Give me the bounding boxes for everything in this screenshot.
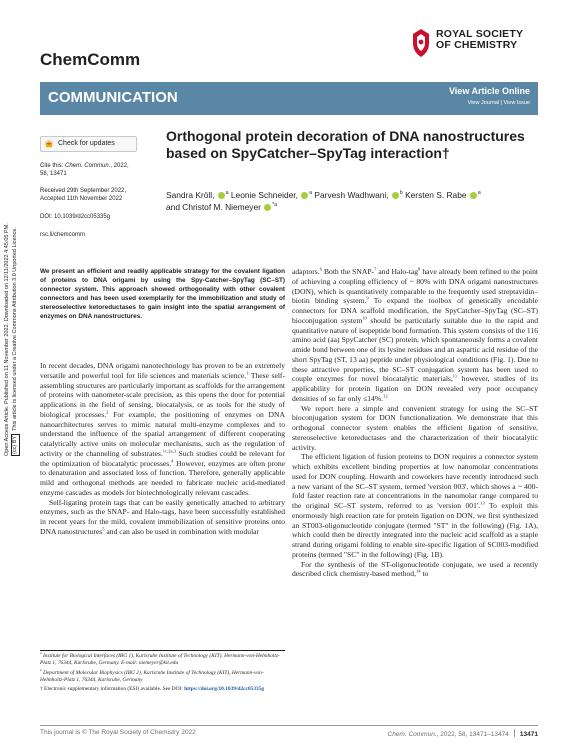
footnote-marker: a xyxy=(40,651,42,656)
footer-divider xyxy=(40,725,538,726)
journal-name: ChemComm xyxy=(40,50,141,69)
paragraph xyxy=(40,498,285,537)
reference[interactable]: 13 xyxy=(480,500,485,506)
footer-journal: Chem. Commun. xyxy=(387,731,437,738)
orcid-icon[interactable] xyxy=(264,204,271,211)
text: The efficient ligation of fusion proteins to DON requires a connector system which exhibits excellent binding properties at low nanomolar concentrations used for DON coupling. Howarth and coworkers have recently introduced such a new variant of the SC–ST system, termed 'version 003', which shows a ~ 400-fold faster reaction rate at concentrations in the nanomolar range compared to the original SC–ST system, referred to as 'version 001'. xyxy=(292,452,538,510)
paragraph xyxy=(292,404,538,453)
reference[interactable]: 9 xyxy=(366,295,369,301)
text: To exploit this enormously high reaction rate for protein ligation on DON, we first synthesized an ST003-oligonucleotide conjugate (termed "ST" in the following) (Fig. 1A), which could then be directly integrated into the nucleic acid scaffold as a staple strand during origami folding to enable site-specific ligation of SC003-modified proteins (termed "SC" in the following) (Fig. 1B). xyxy=(292,501,538,559)
text: Self-ligating protein tags that can be easily genetically attached to arbitrary enzymes, such as the SNAP- and Halo-tags, have been successfully established in recent years for the mild, covalent immobilization of sensitive proteins onto DNA nanostructures xyxy=(40,497,285,536)
reference[interactable]: 4 xyxy=(171,457,174,463)
author-affiliation: a xyxy=(477,190,481,197)
rsc-logo-line2: OF CHEMISTRY xyxy=(436,39,518,51)
text: should be particularly suitable due to the rapid and quantitative nature of isopeptide bond formation. This system consists of the 116 amino acid (aa) SpyCatcher (SC) protein, which spontaneously forms a covalent amide bond between one of its lysine residues and an aspartic acid residue of the short SpyTag (ST, 13 aa) peptide under physiological conditions (Fig. 1). Due to these attractive properties, the SC–ST conjugation system has been used to couple enzymes for novel biocatalytic materials, xyxy=(292,315,538,384)
author-name: Parvesh Wadhwani, xyxy=(314,190,389,200)
footnotes xyxy=(40,653,285,695)
reference[interactable]: 7 xyxy=(374,266,377,272)
doi[interactable]: DOI: 10.1039/d2cc05335g xyxy=(40,214,111,220)
section-bar xyxy=(40,82,538,115)
text: have already been refined to the point of achieving a coupling efficiency of ~ 80% with DNA origami nanostructures (DON), which is quantitatively comparable to the frequently used streptavidin–biotin binding system. xyxy=(292,267,539,306)
paragraph xyxy=(292,267,538,404)
text: and can also be used in combination with modular xyxy=(104,526,260,536)
reference[interactable]: 2 xyxy=(106,409,109,415)
cite-year: , 2022, xyxy=(110,163,129,169)
text: Such studies could be relevant for the optimization of biocatalytic processes. xyxy=(40,448,285,468)
orcid-icon[interactable] xyxy=(218,192,225,199)
footer-separator xyxy=(514,729,515,737)
reference[interactable]: 6 xyxy=(319,266,322,272)
open-access-sidebar xyxy=(4,96,20,456)
footnote-affiliation-b xyxy=(40,667,285,685)
body-column-right xyxy=(292,267,538,579)
received-date: Received 29th September 2022, xyxy=(40,188,127,194)
licence-link[interactable]: Creative Commons Attribution 3.0 Unported Licence. xyxy=(12,227,18,356)
author-name: Leonie Schneider, xyxy=(230,190,298,200)
author-affiliation: a xyxy=(225,190,229,197)
author-affiliation: *a xyxy=(272,201,278,208)
text: We report here a simple and convenient strategy for using the SC–ST bioconjugation system for DON functionalization. We demonstrate that this orthogonal connector system enables the efficient ligation of sensitive, stereoselective ketoreductases and the characterization of their biocatalytic activity. xyxy=(292,403,538,452)
section-label: COMMUNICATION xyxy=(48,89,178,106)
cite-label: Cite this: xyxy=(40,163,66,169)
footnote-affiliation-a xyxy=(40,653,285,668)
reference[interactable]: 10 xyxy=(362,315,367,321)
cite-journal: Chem. Commun. xyxy=(65,163,111,169)
view-journal-issue-links[interactable]: View Journal | View Issue xyxy=(467,100,530,106)
text: For the synthesis of the ST-oligonucleotide conjugate, we used a recently described click chemistry-based method, xyxy=(292,559,538,579)
orcid-icon[interactable] xyxy=(392,192,399,199)
dates-block xyxy=(40,187,158,203)
text: However, enzymes are often prone to denaturation and associated loss of function. Therefore, generally applicable mild and orthogonal methods are needed to fabricate nucleic acid-mediated enzyme cascades as models for biotechnologically relevant cascades. xyxy=(40,458,285,497)
reference[interactable]: 14 xyxy=(416,568,421,574)
text: and Halo-tag xyxy=(376,267,419,276)
reference[interactable]: 8 xyxy=(418,266,421,272)
footer-details: , 2022, 58, 13471–13474 xyxy=(436,731,509,738)
article-title: Orthogonal protein decoration of DNA nanostructures based on SpyCatcher–SpyTag interaction† xyxy=(166,128,525,161)
check-updates-icon xyxy=(44,139,54,149)
footer-copyright: This journal is © The Royal Society of Chemistry 2022 xyxy=(40,729,196,736)
orcid-icon[interactable] xyxy=(470,192,477,199)
text: These self-assembling structures are particularly important as scaffolds for the arrangement of proteins with nanometer-scale precision, as this opens the door for potential applications in the field of sensing, biocatalysis, or as tools for the study of biological processes. xyxy=(40,370,285,419)
page-number: 13471 xyxy=(519,731,538,738)
reference[interactable]: 1c,2a,3 xyxy=(162,448,176,454)
text: To expand the toolbox of genetically encodable connectors for DNA scaffold modification, the SpyCatcher–SpyTag (SC–ST) bioconjugation system xyxy=(292,296,538,325)
licence-prefix: This article is licensed under a xyxy=(12,355,18,431)
footnote-marker: b xyxy=(40,667,42,672)
paragraph xyxy=(292,452,538,559)
paragraph xyxy=(292,560,538,580)
text: In recent decades, DNA origami nanotechnology has proven to be an extremely versatile and powerful tool for life sciences and materials science. xyxy=(40,361,285,380)
footnote-divider xyxy=(40,650,285,651)
footnote-esi xyxy=(40,686,285,693)
esi-doi-link[interactable]: https://doi.org/10.1039/d2cc05335g xyxy=(184,686,265,693)
text: For example, the positioning of enzymes on DNA nanoarchitectures serves to mimic natural multi-enzyme complexes and to understand the influence of the spatial arrangement of different cooperating catalytically active units on molecular mechanisms, such as the regulation of activity or the channeling of substrates. xyxy=(40,409,286,458)
text: to xyxy=(420,569,429,579)
footnote-text: Department of Molecular Biophysics (IBG 2), Karlsruhe Institute of Technology (KIT), Hermann-von-Helmholtz-Platz 1, 76344, Karlsruhe, Germany xyxy=(40,669,264,683)
journal-website[interactable]: rsc.li/chemcomm xyxy=(40,232,86,238)
footnote-text: † Electronic supplementary information (ESI) available. See DOI: xyxy=(40,686,185,693)
text: Both the SNAP- xyxy=(321,267,375,276)
accepted-date: Accepted 11th November 2022 xyxy=(40,196,123,202)
reference[interactable]: 12 xyxy=(383,393,388,399)
rsc-emblem-icon xyxy=(410,28,432,58)
check-for-updates-label: Check for updates xyxy=(58,139,115,147)
orcid-icon[interactable] xyxy=(301,192,308,199)
body-column-left xyxy=(40,361,285,537)
reference[interactable]: 11 xyxy=(452,373,458,379)
text: however, studies of its applicability for protein ligation on DON revealed very poor occupancy densities of so far only ≤14%. xyxy=(292,374,538,403)
cite-block xyxy=(40,162,158,178)
footnote-text: Institute for Biological Interfaces (IBG 1), Karlsruhe Institute of Technology (KIT), Hermann-von-Helmholtz-Platz 1, 76344, Karlsruhe, Germany. E-mail: niemeyer@kit.edu xyxy=(40,653,280,667)
view-article-online-link[interactable]: View Article Online xyxy=(448,86,530,96)
cc-badge: (cc) BY xyxy=(12,435,18,454)
paragraph xyxy=(40,361,285,498)
author-list xyxy=(166,190,541,213)
author-name: Sandra Kröll, xyxy=(166,190,215,200)
author-name: Kersten S. Rabe xyxy=(405,190,467,200)
text: adaptors. xyxy=(292,267,320,276)
footer-citation xyxy=(300,729,538,738)
rsc-logo xyxy=(410,28,560,62)
reference[interactable]: 1 xyxy=(246,370,249,376)
licence-line xyxy=(11,96,20,456)
abstract: We present an efficient and readily applicable strategy for the covalent ligation of proteins to DNA origami by using the Spy-Catcher–SpyTag (SC–ST) connector system. This approach showed orthogonality with other covalent connectors and has been used exemplarily for the immobilization and study of stereoselective ketoreductases to gain insight into the spatial arrangement of enzymes on DNA nanostructures. xyxy=(40,268,285,320)
author-affiliation: b xyxy=(399,190,403,197)
author-affiliation: a xyxy=(309,190,313,197)
rsc-logo-line1: ROYAL SOCIETY xyxy=(436,28,524,40)
check-for-updates-button[interactable] xyxy=(40,136,137,152)
cite-volume-pages: 58, 13471 xyxy=(40,171,67,177)
open-access-line: Open Access Article. Published on 11 November 2022. Downloaded on 12/11/2022 4:45:05 PM. xyxy=(4,223,10,456)
author-name: and Christof M. Niemeyer xyxy=(166,201,261,212)
reference[interactable]: 5 xyxy=(102,526,105,532)
